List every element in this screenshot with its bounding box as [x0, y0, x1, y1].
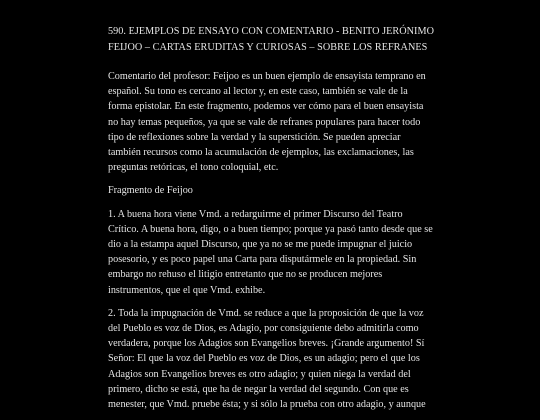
document-title: 590. EJEMPLOS DE ENSAYO CON COMENTARIO - BENITO JERÓNIMO FEIJOO – CARTAS ERUDITAS Y CURIOSAS – SOBRE LOS REFRANES — [108, 26, 435, 53]
fragment-paragraph-2: 2. Toda la impugnación de Vmd. se reduce a que la proposición de que la voz del Pueblo es voz de Dios, es Adagio, por consiguiente debo admitirla como verdadera, porque los Adagios son Evangelios breves. ¡Grande argumento! Sí Señor: El que la voz del Pueblo es voz de Dios, es un adagio; pero el que los Adagios son Evangelios breves es otro adagio; y quien niega la verdad del primero, dicho se está, que ha de negar la verdad del segundo. Con que es menester, que Vmd. pruebe ésta; y si sólo la prueba con otro adagio, y aunque — [108, 307, 426, 411]
fragment-paragraph-1: 1. A buena hora viene Vmd. a redarguirme el primer Discurso del Teatro Crítico. A buena hora, digo, o a buen tiempo; porque ya pasó tanto desde que se dio a la estampa aquel Discurso, que ya no se me puede impugnar el juicio posesorio, y es poco papel una Carta para disputármele en la propiedad. Sin embargo no rehuso el litigio entretanto que no se producen mejores instrumentos, que el que Vmd. exhibe. — [108, 208, 433, 296]
professor-comment: Comentario del profesor: Feijoo es un buen ejemplo de ensayista temprano en español. Su tono es cercano al lector y, en este caso, también se vale de la forma epistolar. En este fragmento, podemos ver cómo para el buen ensayista no hay temas pequeños, ya que se vale de refranes populares para hacer todo tipo de reflexiones sobre la verdad y la superstición. Se pueden apreciar también recursos como la acumulación de ejemplos, las exclamaciones, las preguntas retóricas, el tono coloquial, etc. — [108, 71, 426, 174]
document-page — [108, 24, 434, 420]
fragment-label: Fragmento de Feijoo — [108, 185, 193, 197]
